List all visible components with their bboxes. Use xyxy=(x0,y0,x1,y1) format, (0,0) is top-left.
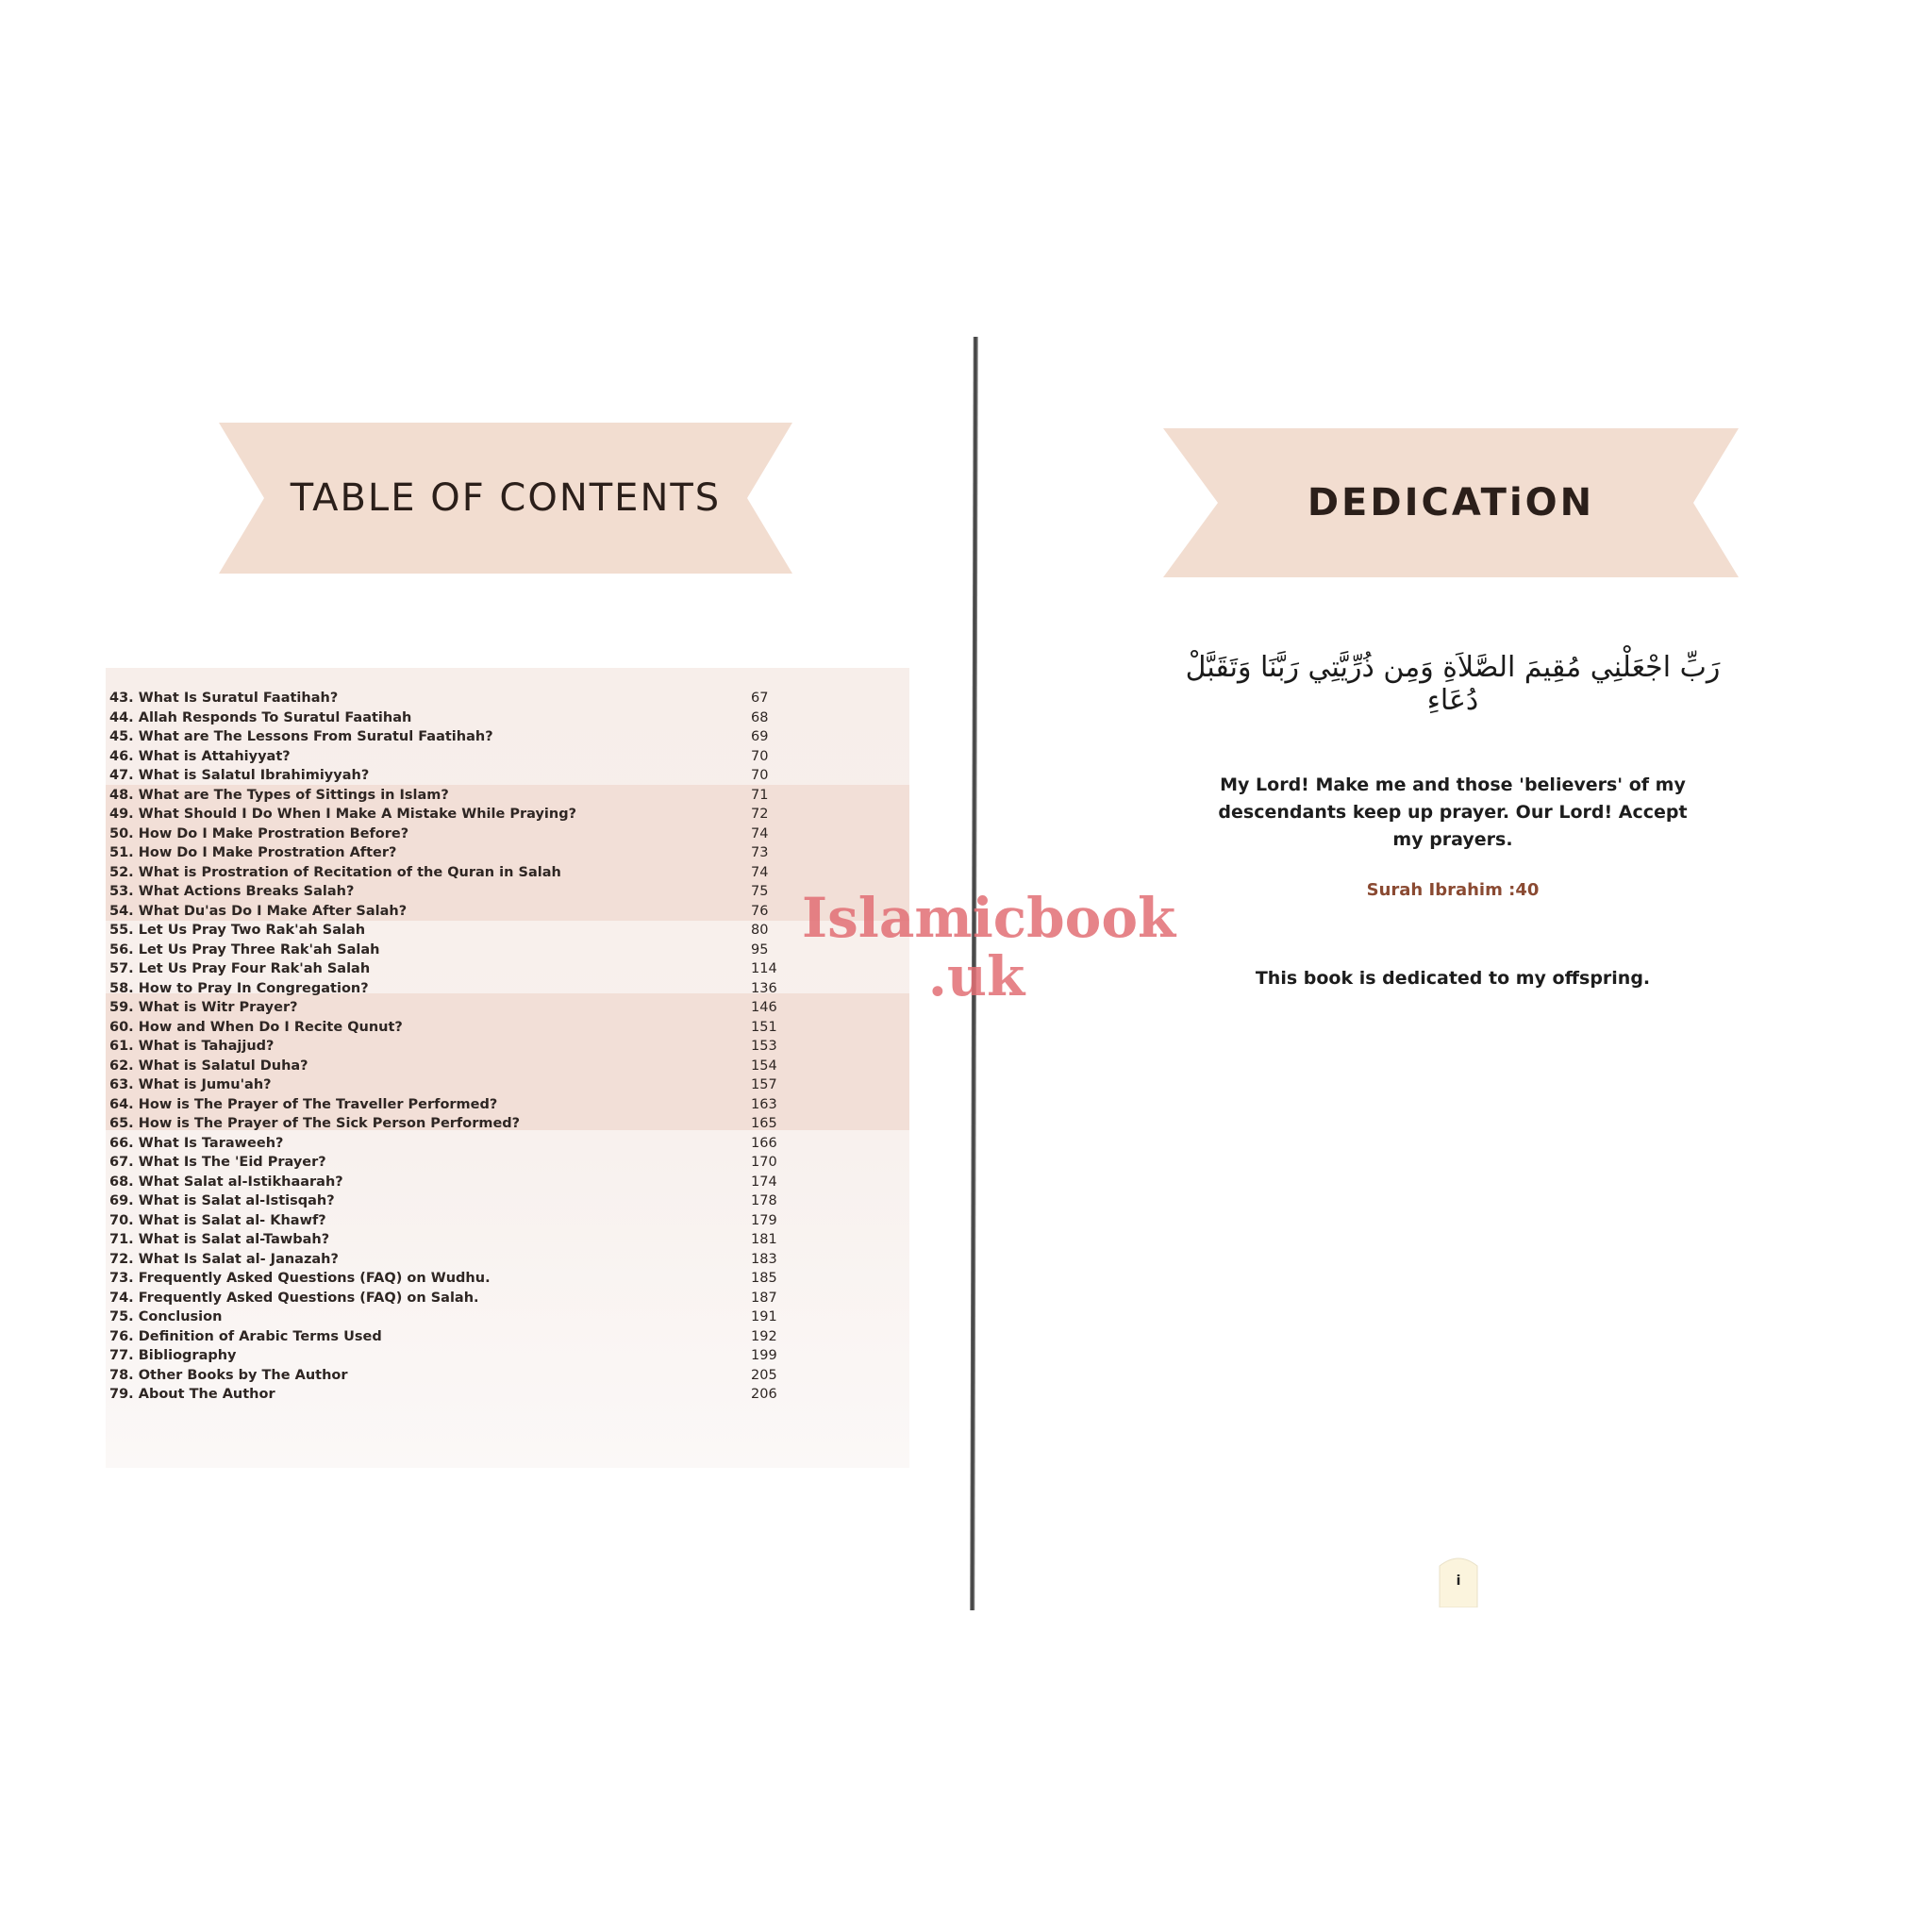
toc-entry-title: 52. What is Prostration of Recitation of the Quran in Salah xyxy=(109,864,561,880)
toc-entry-title: 56. Let Us Pray Three Rak'ah Salah xyxy=(109,941,380,958)
dedication-text: This book is dedicated to my offspring. xyxy=(1255,968,1651,989)
toc-entry-page: 187 xyxy=(751,1290,777,1306)
toc-entry xyxy=(109,1037,808,1057)
toc-entry-page: 206 xyxy=(751,1387,777,1403)
toc-entry xyxy=(109,1385,808,1405)
toc-entry-page: 185 xyxy=(751,1271,777,1287)
toc-entry xyxy=(109,824,808,844)
toc-entry-page: 192 xyxy=(751,1328,777,1344)
toc-entry-page: 191 xyxy=(751,1309,777,1325)
toc-entry-title: 70. What is Salat al- Khawf? xyxy=(109,1212,326,1228)
toc-entry-page: 67 xyxy=(751,691,769,707)
toc-entry-title: 67. What Is The 'Eid Prayer? xyxy=(109,1155,326,1171)
toc-entry xyxy=(109,747,808,767)
toc-entry-title: 55. Let Us Pray Two Rak'ah Salah xyxy=(109,923,366,939)
toc-entry xyxy=(109,1230,808,1250)
toc-entry-title: 69. What is Salat al-Istisqah? xyxy=(109,1193,335,1209)
toc-entry-page: 166 xyxy=(751,1135,777,1151)
watermark-line-1: Islamicbook xyxy=(802,886,1176,950)
toc-entry xyxy=(109,689,808,708)
toc-entry xyxy=(109,1366,808,1386)
toc-entry xyxy=(109,805,808,824)
toc-entry-page: 75 xyxy=(751,884,769,900)
toc-list xyxy=(109,689,808,1405)
toc-entry xyxy=(109,1211,808,1231)
toc-entry xyxy=(109,843,808,863)
toc-entry-page: 95 xyxy=(751,941,769,958)
toc-entry xyxy=(109,708,808,728)
watermark xyxy=(802,886,1176,1008)
toc-entry-title: 47. What is Salatul Ibrahimiyyah? xyxy=(109,768,370,784)
toc-entry-page: 136 xyxy=(751,980,777,996)
toc-entry-title: 76. Definition of Arabic Terms Used xyxy=(109,1328,382,1344)
toc-entry xyxy=(109,1346,808,1366)
toc-entry xyxy=(109,882,808,902)
toc-entry xyxy=(109,1327,808,1347)
toc-entry-title: 73. Frequently Asked Questions (FAQ) on Wudhu. xyxy=(109,1271,491,1287)
toc-entry-title: 53. What Actions Breaks Salah? xyxy=(109,884,355,900)
dedication-heading: DEDICATiON xyxy=(1307,481,1595,525)
toc-entry-title: 61. What is Tahajjud? xyxy=(109,1039,275,1055)
toc-entry-title: 78. Other Books by The Author xyxy=(109,1367,348,1383)
toc-entry xyxy=(109,1134,808,1154)
toc-entry-page: 174 xyxy=(751,1174,777,1190)
toc-entry-page: 76 xyxy=(751,903,769,919)
toc-entry-title: 44. Allah Responds To Suratul Faatihah xyxy=(109,709,412,725)
toc-entry-title: 58. How to Pray In Congregation? xyxy=(109,980,369,996)
verse-reference: Surah Ibrahim :40 xyxy=(1366,880,1540,900)
toc-entry-title: 45. What are The Lessons From Suratul Faatihah? xyxy=(109,729,493,745)
toc-entry-page: 68 xyxy=(751,709,769,725)
toc-entry-title: 79. About The Author xyxy=(109,1387,275,1403)
toc-entry xyxy=(109,1018,808,1038)
toc-entry-page: 183 xyxy=(751,1251,777,1267)
toc-entry xyxy=(109,902,808,922)
toc-entry-page: 151 xyxy=(751,1019,777,1035)
toc-entry xyxy=(109,1307,808,1327)
toc-entry-page: 72 xyxy=(751,807,769,823)
page-number-tab xyxy=(1438,1553,1479,1607)
toc-entry xyxy=(109,1057,808,1076)
dedication-heading-ribbon xyxy=(1163,428,1739,577)
toc-entry xyxy=(109,1095,808,1115)
toc-entry xyxy=(109,921,808,941)
toc-entry-title: 46. What is Attahiyyat? xyxy=(109,748,291,764)
toc-entry-title: 66. What Is Taraweeh? xyxy=(109,1135,284,1151)
toc-entry-title: 71. What is Salat al-Tawbah? xyxy=(109,1232,330,1248)
toc-entry-page: 114 xyxy=(751,961,777,977)
toc-entry-title: 49. What Should I Do When I Make A Mistake While Praying? xyxy=(109,807,577,823)
toc-entry-page: 199 xyxy=(751,1348,777,1364)
toc-entry-title: 50. How Do I Make Prostration Before? xyxy=(109,825,409,841)
toc-entry-page: 73 xyxy=(751,845,769,861)
toc-entry xyxy=(109,979,808,999)
toc-entry-title: 72. What Is Salat al- Janazah? xyxy=(109,1251,339,1267)
toc-entry-title: 62. What is Salatul Duha? xyxy=(109,1058,308,1074)
toc-entry-page: 74 xyxy=(751,825,769,841)
toc-entry xyxy=(109,766,808,786)
toc-heading-ribbon xyxy=(219,423,792,574)
toc-entry xyxy=(109,941,808,960)
toc-entry-page: 170 xyxy=(751,1155,777,1171)
toc-entry-title: 75. Conclusion xyxy=(109,1309,223,1325)
toc-entry xyxy=(109,1114,808,1134)
toc-entry-title: 51. How Do I Make Prostration After? xyxy=(109,845,397,861)
toc-entry-page: 181 xyxy=(751,1232,777,1248)
toc-entry xyxy=(109,998,808,1018)
toc-entry-title: 65. How is The Prayer of The Sick Person Performed? xyxy=(109,1116,521,1132)
toc-entry xyxy=(109,727,808,747)
toc-entry xyxy=(109,1191,808,1211)
toc-entry-title: 64. How is The Prayer of The Traveller Performed? xyxy=(109,1096,498,1112)
toc-entry-page: 80 xyxy=(751,923,769,939)
toc-entry xyxy=(109,1269,808,1289)
toc-entry-title: 63. What is Jumu'ah? xyxy=(109,1077,272,1093)
toc-entry-page: 70 xyxy=(751,768,769,784)
toc-entry-page: 205 xyxy=(751,1367,777,1383)
toc-entry-title: 43. What Is Suratul Faatihah? xyxy=(109,691,339,707)
toc-entry-title: 68. What Salat al-Istikhaarah? xyxy=(109,1174,343,1190)
toc-entry-page: 163 xyxy=(751,1096,777,1112)
toc-entry-page: 146 xyxy=(751,1000,777,1016)
page-number: i xyxy=(1456,1574,1461,1589)
arabic-verse: رَبِّ اجْعَلْنِي مُقِيمَ الصَّلاَةِ وَمِن ذُرِّيَّتِي رَبَّنَا وَتَقَبَّلْ دُعَاءِ xyxy=(1185,651,1721,717)
toc-entry xyxy=(109,1173,808,1192)
toc-entry-title: 59. What is Witr Prayer? xyxy=(109,1000,298,1016)
toc-entry-title: 74. Frequently Asked Questions (FAQ) on Salah. xyxy=(109,1290,479,1306)
toc-entry-page: 153 xyxy=(751,1039,777,1055)
watermark-line-2: .uk xyxy=(927,944,1025,1008)
toc-entry-page: 74 xyxy=(751,864,769,880)
toc-entry-page: 154 xyxy=(751,1058,777,1074)
toc-entry-page: 70 xyxy=(751,748,769,764)
toc-entry-page: 69 xyxy=(751,729,769,745)
toc-heading: TABLE OF CONTENTS xyxy=(290,476,722,520)
toc-entry-title: 54. What Du'as Do I Make After Salah? xyxy=(109,903,408,919)
toc-entry-title: 77. Bibliography xyxy=(109,1348,237,1364)
toc-entry-page: 165 xyxy=(751,1116,777,1132)
toc-entry xyxy=(109,1075,808,1095)
toc-entry xyxy=(109,786,808,806)
toc-entry-title: 60. How and When Do I Recite Qunut? xyxy=(109,1019,403,1035)
toc-entry-title: 48. What are The Types of Sittings in Islam? xyxy=(109,787,449,803)
toc-entry-page: 179 xyxy=(751,1212,777,1228)
toc-entry xyxy=(109,1250,808,1270)
verse-translation: My Lord! Make me and those 'believers' of my descendants keep up prayer. Our Lord! Accept my prayers. xyxy=(1218,774,1688,850)
toc-entry-page: 71 xyxy=(751,787,769,803)
toc-entry-page: 157 xyxy=(751,1077,777,1093)
toc-entry xyxy=(109,863,808,883)
toc-entry-page: 178 xyxy=(751,1193,777,1209)
toc-entry xyxy=(109,959,808,979)
toc-entry xyxy=(109,1289,808,1308)
toc-entry-title: 57. Let Us Pray Four Rak'ah Salah xyxy=(109,961,371,977)
toc-entry xyxy=(109,1153,808,1173)
